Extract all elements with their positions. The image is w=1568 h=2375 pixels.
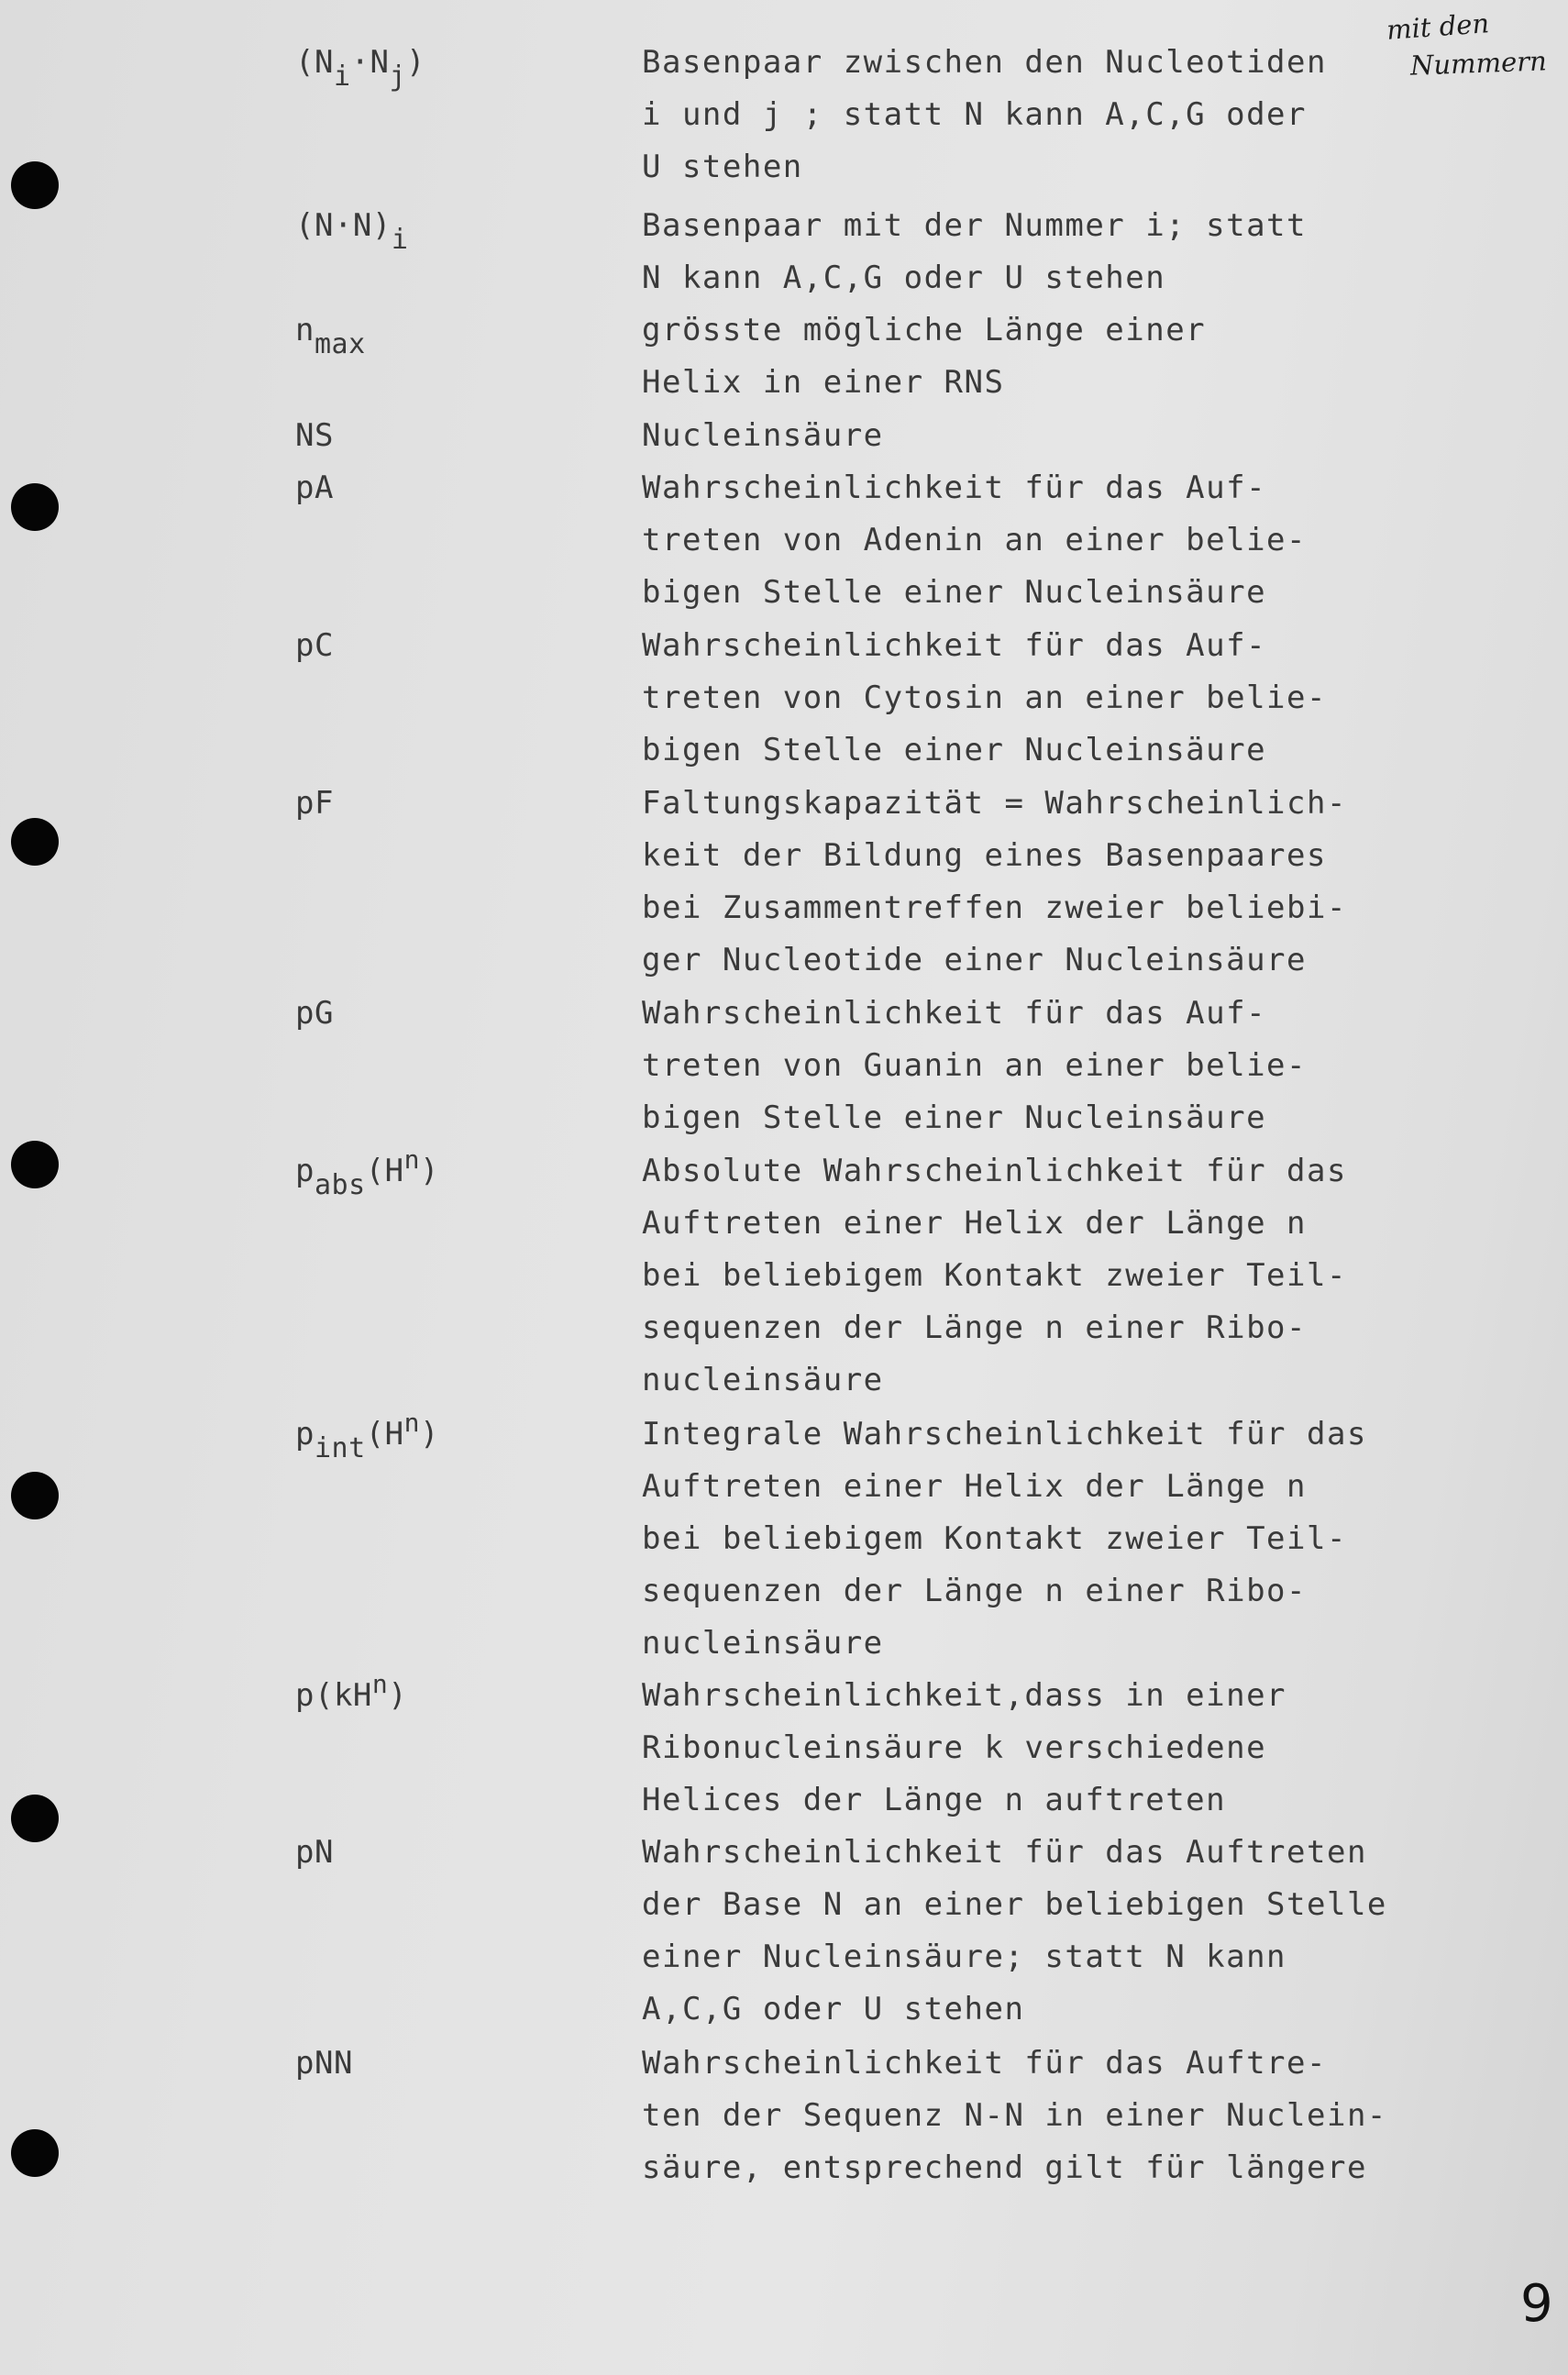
description-line: treten von Guanin an einer belie- [642, 1047, 1308, 1084]
description-line: Faltungskapazität = Wahrscheinlich- [642, 785, 1347, 822]
description-line: Basenpaar mit der Nummer i; statt [642, 207, 1308, 244]
entry-description [642, 410, 1559, 462]
description-line: nucleinsäure [642, 1625, 884, 1662]
description-line: Wahrscheinlichkeit für das Auf- [642, 995, 1267, 1032]
entry-description [642, 37, 1559, 193]
description-line: ten der Sequenz N-N in einer Nuclein- [642, 2097, 1387, 2134]
description-line: Auftreten einer Helix der Länge n [642, 1468, 1308, 1505]
handwritten-note-line2: Nummern [1409, 45, 1548, 82]
punch-hole [11, 2129, 59, 2177]
entry-symbol: $(N\cdot N)_i$ [295, 207, 409, 256]
description-line: bigen Stelle einer Nucleinsäure [642, 574, 1267, 611]
description-line: bigen Stelle einer Nucleinsäure [642, 1099, 1267, 1136]
description-line: keit der Bildung eines Basenpaares [642, 837, 1327, 874]
entry-description [642, 1408, 1559, 1670]
description-line: ger Nucleotide einer Nucleinsäure [642, 942, 1308, 978]
entry-symbol: $p_{int}(H^n)$ [295, 1408, 439, 1464]
punch-hole [11, 1141, 59, 1188]
description-line: Wahrscheinlichkeit für das Auf- [642, 469, 1267, 506]
entry-description [642, 1827, 1559, 2036]
description-line: nucleinsäure [642, 1362, 884, 1398]
description-line: säure, entsprechend gilt für längere [642, 2149, 1367, 2186]
description-line: Basenpaar zwischen den Nucleotiden [642, 44, 1327, 81]
description-line: einer Nucleinsäure; statt N kann [642, 1939, 1287, 1975]
description-line: Ribonucleinsäure k verschiedene [642, 1729, 1267, 1766]
description-line: i und j ; statt N kann A,C,G oder [642, 96, 1308, 133]
description-line: Helices der Länge n auftreten [642, 1782, 1227, 1818]
handwritten-note-line1: mit den [1385, 7, 1491, 46]
page-number: 9 [1520, 2274, 1553, 2334]
description-line: Absolute Wahrscheinlichkeit für das [642, 1153, 1347, 1189]
entry-symbol: pN [295, 1834, 334, 1871]
entry-description [642, 988, 1559, 1144]
description-line: grösste mögliche Länge einer [642, 312, 1207, 348]
description-line: N kann A,C,G oder U stehen [642, 260, 1166, 296]
punch-hole [11, 161, 59, 209]
entry-description [642, 304, 1559, 409]
entry-symbol: $(N_i\cdot N_j)$ [295, 44, 426, 93]
description-line: bei beliebigem Kontakt zweier Teil- [642, 1520, 1347, 1557]
entry-description [642, 2038, 1559, 2194]
entry-description [642, 620, 1559, 777]
description-line: bigen Stelle einer Nucleinsäure [642, 732, 1267, 768]
description-line: U stehen [642, 149, 803, 185]
description-line: Wahrscheinlichkeit für das Auf- [642, 627, 1267, 664]
description-line: bei Zusammentreffen zweier beliebi- [642, 889, 1347, 926]
description-line: Wahrscheinlichkeit für das Auftreten [642, 1834, 1367, 1871]
entry-symbol: $p(kH^n)$ [295, 1669, 408, 1714]
description-line: Helix in einer RNS [642, 364, 1005, 401]
entry-symbol: pA [295, 469, 334, 506]
description-line: Wahrscheinlichkeit für das Auftre- [642, 2045, 1327, 2082]
punch-hole [11, 1472, 59, 1519]
entry-description [642, 1670, 1559, 1827]
entry-symbol: NS [295, 417, 334, 454]
description-line: treten von Cytosin an einer belie- [642, 679, 1327, 716]
description-line: A,C,G oder U stehen [642, 1991, 1025, 2027]
entry-description [642, 1145, 1559, 1407]
entry-symbol: $p_{abs}(H^n)$ [295, 1144, 439, 1201]
entry-symbol: pC [295, 627, 334, 664]
description-line: der Base N an einer beliebigen Stelle [642, 1886, 1387, 1923]
description-line: bei beliebigem Kontakt zweier Teil- [642, 1257, 1347, 1294]
description-line: sequenzen der Länge n einer Ribo- [642, 1573, 1308, 1609]
entry-symbol: pNN [295, 2045, 353, 2082]
entry-symbol: pF [295, 785, 334, 822]
entry-symbol: pG [295, 995, 334, 1032]
entry-description [642, 200, 1559, 304]
description-line: Integrale Wahrscheinlichkeit für das [642, 1416, 1367, 1453]
description-line: Nucleinsäure [642, 417, 884, 454]
punch-hole [11, 483, 59, 531]
description-line: Wahrscheinlichkeit,dass in einer [642, 1677, 1287, 1714]
entry-description [642, 778, 1559, 987]
entry-symbol: $n_{max}$ [295, 312, 366, 360]
entry-description [642, 462, 1559, 619]
punch-hole [11, 1795, 59, 1842]
description-line: sequenzen der Länge n einer Ribo- [642, 1309, 1308, 1346]
punch-hole [11, 818, 59, 866]
description-line: Auftreten einer Helix der Länge n [642, 1205, 1308, 1242]
description-line: treten von Adenin an einer belie- [642, 522, 1308, 558]
